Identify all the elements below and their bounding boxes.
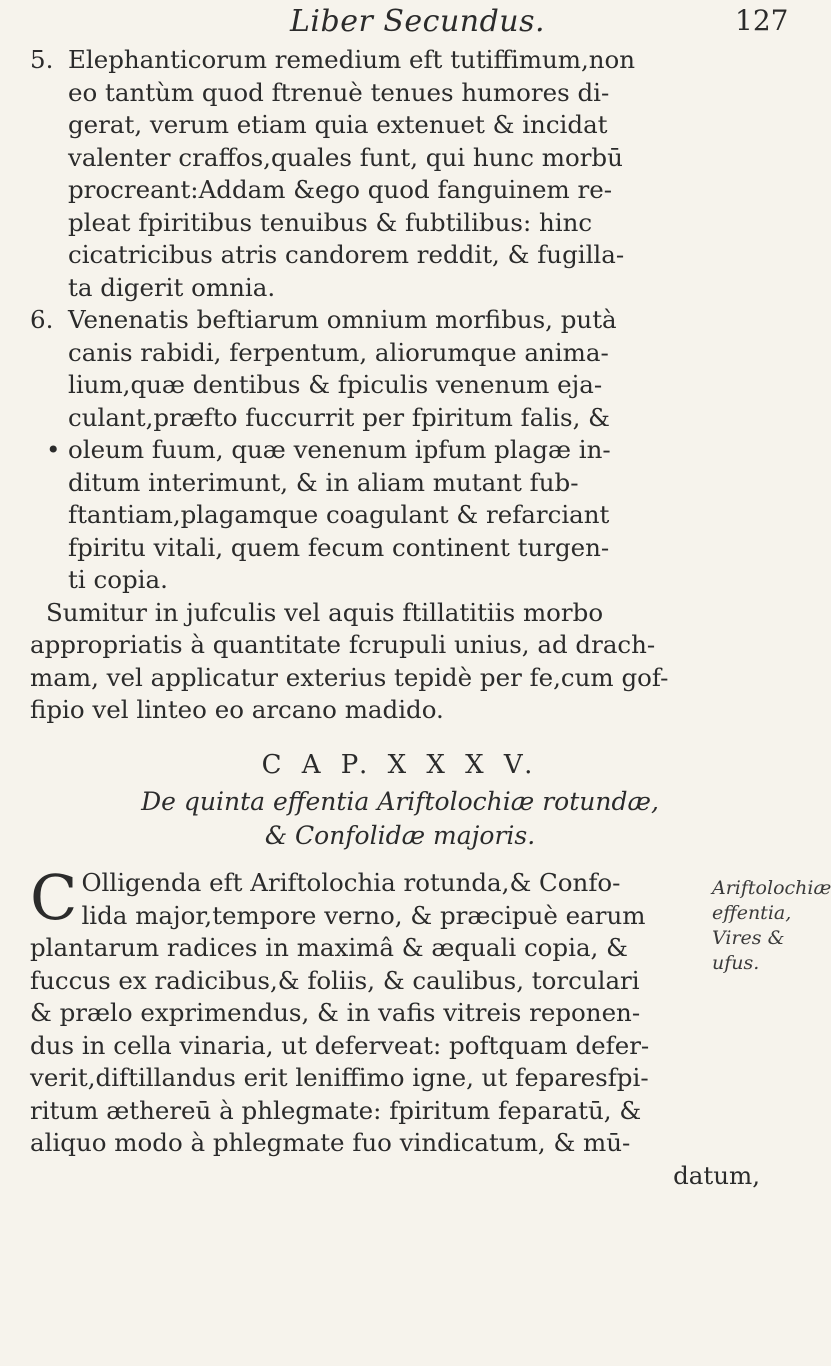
chapter-title (30, 785, 770, 853)
text-line: canis rabidi, ferpentum, aliorumque anima- (68, 337, 609, 367)
text-line (46, 434, 770, 467)
section-6 (30, 304, 770, 597)
chapter-body (30, 861, 770, 1192)
running-title: Liber Secundus. (290, 4, 546, 39)
chapter-title-line: De quinta effentia Ariftolochiæ rotundæ, (141, 787, 659, 816)
text-line: mam, vel applicatur exterius tepidè per fe,cum gof- (30, 662, 669, 692)
text-line: Sumitur in jufculis vel aquis ftillatitiis morbo (46, 597, 604, 627)
text-line: Elephanticorum remedium eft tutiffimum,non (68, 45, 636, 74)
page-header (0, 4, 800, 44)
text-line: Olligenda eft Ariftolochia rotunda,& Confo- (81, 868, 621, 897)
margin-note-line: Vires & (712, 927, 785, 949)
body-text (30, 44, 770, 1192)
chapter-heading: C A P. X X X V. (261, 749, 539, 780)
margin-note-line: Ariftolochiæ (712, 877, 831, 899)
margin-note-line: ufus. (712, 952, 760, 974)
text-line: ta digerit omnia. (68, 272, 276, 302)
section-number: 5. (30, 45, 54, 74)
text-line: lium,quæ dentibus & fpiculis venenum eja- (68, 370, 603, 399)
text-line: aliquo modo à phlegmate fuo vindicatum, & mū- (30, 1128, 631, 1157)
text-line: fpiritu vitali, quem fecum continent turgen- (68, 532, 610, 562)
text-line: pleat fpiritibus tenuibus & fubtilibus: hinc (68, 207, 593, 237)
text-line: gerat, verum etiam quia extenuet & incidat (68, 110, 608, 139)
section-number: 6. (30, 305, 54, 334)
drop-cap: C (30, 861, 78, 934)
text-line: lida major,tempore verno, & præcipuè earum (81, 900, 646, 930)
text-line-content: oleum fuum, quæ venenum ipfum plagæ in- (68, 435, 611, 464)
text-line: verit,diftillandus erit leniffimo igne, ut feparesfpi- (30, 1063, 649, 1092)
text-line: eo tantùm quod ftrenuè tenues humores di- (68, 77, 610, 107)
bullet-mark: • (46, 435, 61, 464)
text-line: fipio vel linteo eo arcano madido. (30, 695, 444, 724)
text-line: ftantiam,plagamque coagulant & refarciant (68, 500, 610, 529)
text-line: culant,præfto fuccurrit per fpiritum falis, & (68, 402, 610, 432)
text-line: cicatricibus atris candorem reddit, & fugilla- (68, 240, 625, 269)
text-line: ti copia. (68, 565, 168, 594)
text-line: ditum interimunt, & in aliam mutant fub- (68, 467, 579, 497)
text-line: fuccus ex radicibus,& foliis, & caulibus, torculari (30, 965, 640, 995)
margin-note (712, 876, 831, 976)
text-line: plantarum radices in maximâ & æquali copia, & (30, 933, 628, 962)
text-line: datum, (673, 1160, 760, 1190)
text-line: Venenatis beftiarum omnium morfibus, putà (68, 305, 617, 334)
text-line: appropriatis à quantitate fcrupuli unius, ad drach- (30, 630, 656, 659)
chapter-title-line: & Confolidæ majoris. (264, 821, 536, 850)
text-line: procreant:Addam &ego quod fanguinem re- (68, 175, 613, 204)
text-line: & prælo exprimendus, & in vafis vitreis reponen- (30, 998, 641, 1027)
text-line: dus in cella vinaria, ut deferveat: poftquam defer- (30, 1030, 650, 1060)
text-line: ritum æthereū à phlegmate: fpiritum feparatū, & (30, 1095, 642, 1125)
section-5 (30, 44, 770, 304)
margin-note-line: effentia, (712, 902, 792, 924)
usage-paragraph (30, 597, 770, 727)
page-number: 127 (735, 4, 789, 37)
text-line: valenter craffos,quales funt, qui hunc morbū (68, 142, 623, 172)
